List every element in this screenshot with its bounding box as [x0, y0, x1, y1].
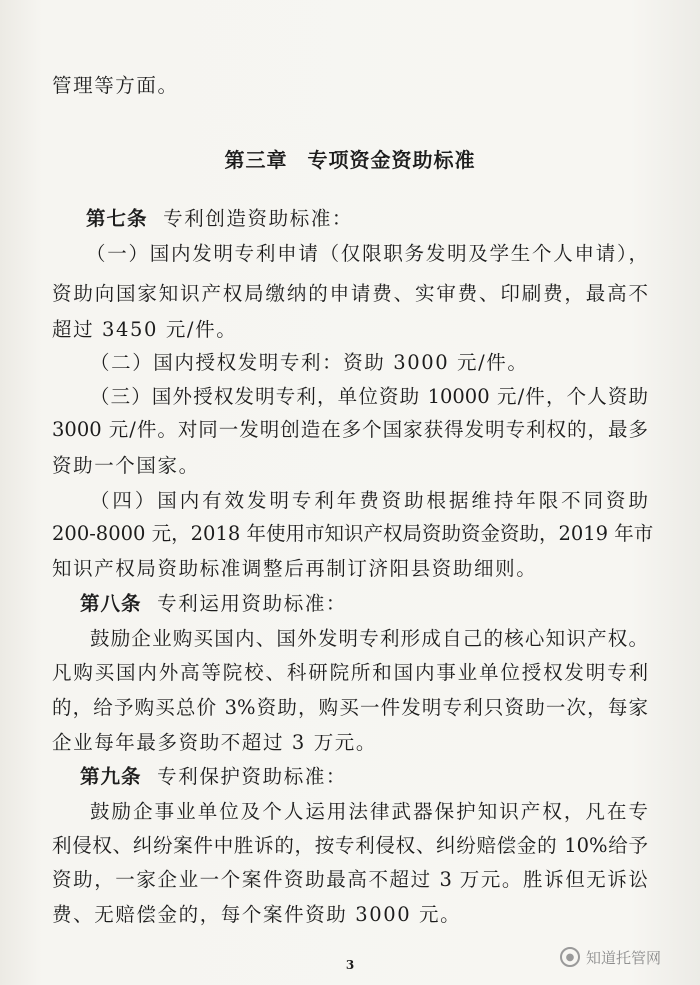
- text-line: 资助一个国家。: [52, 454, 200, 477]
- text-line: 利侵权、纠纷案件中胜诉的，按专利侵权、纠纷赔偿金的 10%给予: [52, 834, 648, 857]
- page-number: 3: [345, 958, 355, 972]
- text-line: 企业每年最多资助不超过 3 万元。: [52, 731, 378, 754]
- article-8-title: 专利运用资助标准：: [157, 592, 348, 615]
- article-7-heading: [86, 205, 682, 233]
- article-7-title: 专利创造资助标准：: [163, 207, 354, 230]
- text-line: 管理等方面。: [52, 74, 179, 97]
- text-line: 费、无赔偿金的，每个案件资助 3000 元。: [52, 903, 462, 926]
- wechat-icon: ●: [560, 947, 580, 967]
- text-line: 200-8000 元，2018 年使用市知识产权局资助资金资助，2019 年市: [52, 522, 654, 545]
- text-line: 鼓励企业购买国内、国外发明专利形成自己的核心知识产权。: [90, 627, 648, 650]
- text-line: 凡购买国内外高等院校、科研院所和国内事业单位授权发明专利: [52, 661, 648, 684]
- text-line: （一）国内发明专利申请（仅限职务发明及学生个人申请），: [86, 242, 648, 265]
- text-line: （四）国内有效发明专利年费资助根据维持年限不同资助: [90, 489, 648, 512]
- watermark-text: 知道托管网: [586, 948, 662, 967]
- article-8-heading: [80, 590, 676, 618]
- text-line: 的，给予购买总价 3%资助，购买一件发明专利只资助一次，每家: [52, 696, 648, 719]
- article-9-label: 第九条: [80, 765, 142, 788]
- chapter-number: 第三章: [224, 148, 288, 172]
- text-line: （三）国外授权发明专利，单位资助 10000 元/件，个人资助: [90, 385, 648, 408]
- text-line: 知识产权局资助标准调整后再制订济阳县资助细则。: [52, 557, 538, 580]
- chapter-title: [0, 144, 700, 173]
- article-9-title: 专利保护资助标准：: [157, 765, 348, 788]
- watermark: [560, 944, 692, 970]
- article-7-label: 第七条: [86, 207, 148, 230]
- text-line: 超过 3450 元/件。: [52, 318, 238, 341]
- text-line: 3000 元/件。对同一发明创造在多个国家获得发明专利权的，最多: [52, 418, 648, 441]
- text-line: 资助，一家企业一个案件资助最高不超过 3 万元。胜诉但无诉讼: [52, 868, 648, 891]
- chapter-name: 专项资金资助标准: [307, 148, 476, 172]
- article-8-label: 第八条: [80, 592, 142, 615]
- text-line: 资助向国家知识产权局缴纳的申请费、实审费、印刷费，最高不: [52, 282, 648, 305]
- text-line: 鼓励企事业单位及个人运用法律武器保护知识产权，凡在专: [90, 800, 648, 823]
- text-line: （二）国内授权发明专利：资助 3000 元/件。: [90, 351, 529, 374]
- article-9-heading: [80, 763, 676, 791]
